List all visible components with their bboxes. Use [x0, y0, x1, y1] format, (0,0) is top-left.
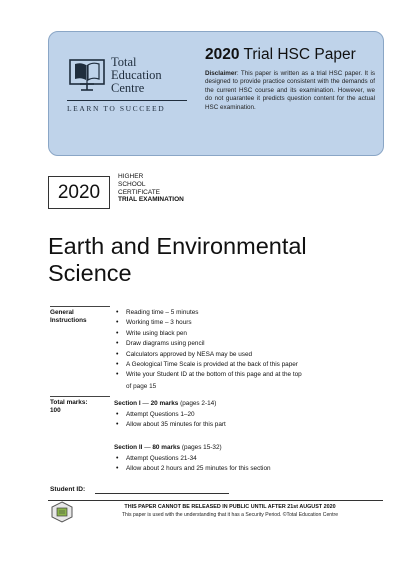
section-two-list [114, 454, 314, 475]
section-dash: — [140, 400, 151, 407]
company-name-line: Total [111, 55, 137, 69]
general-instructions-list [114, 308, 314, 381]
section-two-heading [114, 444, 222, 451]
security-notice: This paper is used with the understanding that it has a Security Period. ©Total Education Centre [121, 512, 339, 518]
section-marks: 80 marks [152, 444, 181, 451]
company-logo [67, 54, 187, 138]
section-pages: (pages 15-32) [180, 444, 222, 451]
security-badge-icon [50, 501, 74, 523]
total-marks-value: 100 [50, 407, 61, 415]
certificate-line: HIGHER [118, 173, 144, 180]
general-instructions-label [50, 309, 110, 325]
paper-title: Trial HSC Paper [243, 46, 356, 63]
total-marks-label: Total marks: [50, 399, 88, 406]
disclaimer-text: : This paper is written as a trial HSC paper. It is designed to provide practice consistent with the demands of the current HSC course and its examination. However, we do not guarantee it predicts question content for the actual HSC examination. [205, 70, 375, 111]
section-divider [50, 306, 110, 307]
section-name: Section II [114, 444, 143, 451]
logo-divider [67, 100, 187, 101]
paper-year: 2020 [205, 46, 240, 63]
company-name-line: Education [111, 68, 162, 82]
certificate-line: TRIAL EXAMINATION [118, 196, 184, 204]
total-marks [50, 399, 110, 415]
certificate-line: CERTIFICATE [118, 188, 161, 196]
disclaimer [205, 70, 375, 112]
list-item: • Write your Student ID at the bottom of this page and at the top [114, 370, 314, 380]
section-divider [50, 396, 110, 397]
certificate-label [118, 173, 184, 204]
list-item: • Working time – 3 hours [114, 318, 314, 328]
header-banner [48, 31, 384, 156]
list-item: • A Geological Time Scale is provided at the back of this paper [114, 360, 314, 370]
list-item: • Calculators approved by NESA may be used [114, 350, 314, 360]
list-item: • Reading time – 5 minutes [114, 308, 314, 318]
list-item: • Draw diagrams using pencil [114, 339, 314, 349]
paper-heading [205, 46, 375, 64]
subject-title-line: Science [48, 260, 132, 286]
release-notice: THIS PAPER CANNOT BE RELEASED IN PUBLIC UNTIL AFTER 21st AUGUST 2020 [124, 504, 336, 510]
section-marks: 20 marks [150, 400, 179, 407]
company-name-line: Centre [111, 81, 145, 95]
company-tagline: LEARN TO SUCCEED [67, 104, 166, 113]
section-one-list [114, 410, 314, 431]
list-item: • Attempt Questions 21-34 [114, 454, 314, 464]
footer-divider [48, 500, 383, 501]
list-item-continuation: of page 15 [126, 383, 157, 390]
section-pages: (pages 2-14) [178, 400, 217, 407]
section-name: Section I [114, 400, 141, 407]
certificate-line: SCHOOL [118, 180, 146, 188]
section-one-heading [114, 400, 216, 407]
disclaimer-label: Disclaimer [205, 70, 237, 77]
subject-title-line: Earth and Environmental [48, 233, 307, 259]
label-line: General [50, 309, 74, 316]
exam-year-box: 2020 [48, 176, 110, 209]
list-item: • Allow about 35 minutes for this part [114, 420, 314, 430]
list-item: • Attempt Questions 1–20 [114, 410, 314, 420]
open-book-icon [67, 54, 107, 94]
company-name [111, 56, 191, 95]
student-id-label: Student ID: [50, 486, 86, 493]
label-line: Instructions [50, 317, 87, 325]
list-item: • Write using black pen [114, 329, 314, 339]
section-dash: — [142, 444, 153, 451]
list-item: • Allow about 2 hours and 25 minutes for this section [114, 464, 314, 474]
student-id-field[interactable] [95, 493, 229, 494]
subject-title [48, 233, 378, 287]
